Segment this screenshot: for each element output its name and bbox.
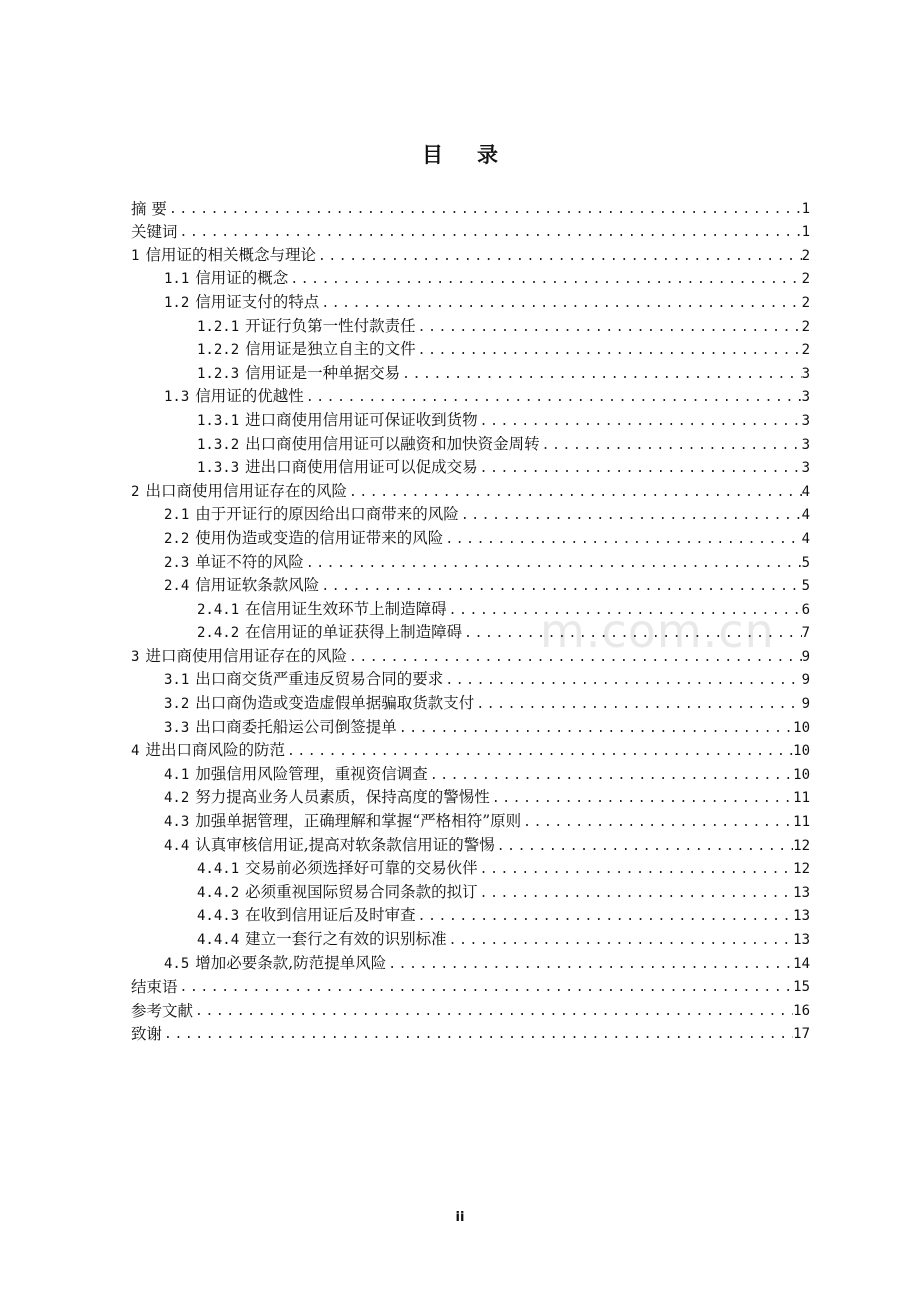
toc-dot-leader — [521, 813, 793, 832]
toc-dot-leader — [288, 270, 801, 289]
page-title — [0, 139, 920, 169]
toc-entry-title: 致谢 — [131, 1025, 163, 1044]
toc-entry-number: 2.2 — [164, 530, 190, 547]
toc-entry-title: 在信用证的单证获得上制造障碍 — [245, 623, 463, 642]
toc-entry-label — [131, 647, 347, 667]
toc-entry-label — [197, 883, 478, 903]
toc-entry-number: 1.2.3 — [197, 365, 240, 382]
toc-entry-number: 2.4.1 — [197, 601, 240, 618]
toc-entry-page: 11 — [793, 790, 810, 807]
toc-entry-number: 4.4.4 — [197, 932, 240, 948]
toc-entry[interactable] — [131, 337, 810, 361]
toc-entry-title: 进出口商风险的防范 — [145, 741, 285, 760]
toc-dot-leader — [459, 506, 802, 525]
toc-entry-number: 1.1 — [164, 271, 190, 288]
toc-entry-label — [197, 364, 400, 384]
toc-entry-page: 10 — [793, 719, 810, 736]
toc-entry-label — [131, 1002, 193, 1021]
toc-entry-label — [131, 200, 167, 219]
toc-entry[interactable] — [131, 1021, 810, 1045]
toc-entry-number: 1.2.1 — [197, 318, 240, 335]
toc-entry-page: 1 — [801, 200, 810, 217]
toc-dot-leader — [319, 577, 801, 596]
toc-entry[interactable] — [131, 832, 810, 856]
toc-entry-number: 1.3.2 — [197, 436, 240, 453]
toc-entry-title: 信用证的相关概念与理论 — [145, 245, 316, 264]
toc-entry[interactable] — [131, 455, 810, 479]
toc-entry-title: 由于开证行的原因给出口商带来的风险 — [195, 505, 459, 524]
toc-entry-page: 2 — [801, 271, 810, 288]
toc-entry-label — [131, 978, 178, 997]
toc-dot-leader — [443, 671, 801, 690]
toc-entry-page: 16 — [793, 1002, 810, 1019]
toc-entry[interactable] — [131, 478, 810, 502]
toc-entry-number: 4 — [131, 743, 140, 760]
toc-entry[interactable] — [131, 950, 810, 974]
toc-entry[interactable] — [131, 856, 810, 880]
toc-entry-label — [164, 836, 495, 856]
toc-entry[interactable] — [131, 502, 810, 526]
toc-entry-page: 3 — [801, 389, 810, 406]
toc-dot-leader — [178, 223, 802, 242]
toc-dot-leader — [193, 1002, 793, 1021]
toc-dot-leader — [285, 742, 793, 761]
toc-entry-number: 3.2 — [164, 696, 190, 713]
table-of-contents — [131, 195, 810, 1044]
toc-entry-title: 出口商使用信用证存在的风险 — [145, 481, 347, 500]
toc-dot-leader — [478, 884, 793, 903]
toc-entry-label — [164, 293, 319, 313]
toc-entry-number: 4.1 — [164, 766, 190, 783]
toc-entry-page: 4 — [801, 530, 810, 547]
toc-entry[interactable] — [131, 431, 810, 455]
toc-entry-title: 出口商使用信用证可以融资和加快资金周转 — [245, 434, 540, 453]
toc-entry-page: 4 — [801, 507, 810, 524]
toc-dot-leader — [490, 789, 793, 808]
toc-dot-leader — [478, 459, 802, 478]
toc-entry-number: 4.4.1 — [197, 861, 240, 878]
toc-entry-page: 2 — [801, 318, 810, 335]
toc-dot-leader — [162, 1025, 793, 1044]
toc-entry-page: 3 — [801, 412, 810, 429]
toc-entry-number: 1.2 — [164, 294, 190, 311]
toc-entry-title: 建立一套行之有效的识别标准 — [245, 930, 447, 948]
toc-entry-title: 结束语 — [131, 978, 178, 997]
toc-entry-title: 使用伪造或变造的信用证带来的风险 — [195, 528, 444, 547]
toc-entry[interactable] — [131, 738, 810, 762]
toc-entry-page: 2 — [801, 247, 810, 264]
toc-entry[interactable] — [131, 690, 810, 714]
toc-entry-label — [164, 812, 521, 832]
toc-entry-number: 2.1 — [164, 507, 190, 524]
toc-entry-page: 10 — [793, 743, 810, 760]
toc-entry-label — [164, 670, 443, 690]
toc-dot-leader — [178, 978, 794, 997]
toc-entry-title: 认真审核信用证,提高对软条款信用证的警惕 — [195, 835, 495, 854]
toc-entry-number: 4.2 — [164, 790, 190, 807]
toc-entry[interactable] — [131, 808, 810, 832]
toc-entry[interactable] — [131, 997, 810, 1021]
toc-entry-number: 1.3.1 — [197, 412, 240, 429]
toc-entry[interactable] — [131, 620, 810, 644]
toc-entry[interactable] — [131, 785, 810, 809]
toc-entry-label — [164, 765, 428, 785]
toc-entry-label — [197, 411, 478, 431]
toc-entry-title: 交易前必须选择好可靠的交易伙伴 — [245, 859, 478, 878]
toc-dot-leader — [447, 931, 793, 950]
toc-entry-title: 加强单据管理，正确理解和掌握“严格相符”原则 — [195, 812, 522, 831]
toc-dot-leader — [478, 412, 802, 431]
toc-entry-title: 出口商委托船运公司倒签提单 — [195, 717, 397, 736]
toc-entry[interactable] — [131, 219, 810, 243]
toc-entry-label — [197, 600, 447, 620]
toc-entry-title: 信用证支付的特点 — [195, 292, 320, 311]
toc-entry-page: 17 — [793, 1026, 810, 1043]
toc-entry-label — [131, 223, 178, 242]
toc-entry-title: 出口商伪造或变造虚假单据骗取货款支付 — [195, 694, 475, 713]
toc-entry-page: 2 — [801, 294, 810, 311]
toc-entry-page: 5 — [801, 578, 810, 595]
toc-entry-page: 7 — [801, 625, 810, 642]
toc-entry-page: 9 — [801, 672, 810, 689]
toc-dot-leader — [304, 554, 802, 573]
toc-entry[interactable] — [131, 596, 810, 620]
toc-entry[interactable] — [131, 974, 810, 998]
toc-entry-title: 单证不符的风险 — [195, 552, 304, 571]
toc-entry[interactable] — [131, 879, 810, 903]
toc-entry[interactable] — [131, 242, 810, 266]
toc-entry-page: 13 — [793, 908, 810, 925]
toc-entry-number: 3 — [131, 648, 140, 665]
toc-entry-page: 9 — [801, 648, 810, 665]
toc-entry-number: 2 — [131, 483, 140, 500]
toc-dot-leader — [416, 318, 802, 337]
toc-dot-leader — [428, 766, 793, 785]
toc-entry-number: 1 — [131, 247, 140, 264]
toc-entry-title: 进出口商使用信用证可以促成交易 — [245, 458, 478, 477]
toc-entry[interactable] — [131, 761, 810, 785]
toc-entry-title: 开证行负第一性付款责任 — [245, 316, 416, 335]
toc-entry-label — [164, 269, 288, 289]
toc-entry-number: 4.4.3 — [197, 908, 240, 925]
toc-entry-page: 13 — [793, 932, 810, 948]
toc-entry[interactable] — [131, 714, 810, 738]
toc-entry-page: 6 — [801, 601, 810, 618]
toc-entry-title: 信用证是一种单据交易 — [245, 363, 401, 382]
toc-dot-leader — [540, 436, 802, 455]
toc-entry-label — [164, 387, 304, 407]
toc-dot-leader — [495, 837, 793, 856]
title-char-2: 录 — [477, 143, 498, 167]
toc-entry-page: 12 — [793, 861, 810, 878]
toc-entry-label — [131, 246, 316, 266]
toc-entry-page: 3 — [801, 365, 810, 382]
toc-entry-number: 3.1 — [164, 672, 190, 689]
toc-dot-leader — [462, 624, 801, 643]
toc-entry[interactable] — [131, 643, 810, 667]
toc-entry-number: 2.3 — [164, 554, 190, 571]
toc-entry-title: 加强信用风险管理，重视资信调查 — [195, 764, 428, 783]
toc-entry[interactable] — [131, 384, 810, 408]
toc-entry-page: 14 — [793, 955, 810, 972]
toc-dot-leader — [304, 388, 802, 407]
toc-entry-title: 必须重视国际贸易合同条款的拟订 — [245, 882, 478, 901]
toc-entry-label — [197, 623, 462, 643]
toc-entry[interactable] — [131, 573, 810, 597]
toc-dot-leader — [397, 719, 793, 738]
toc-dot-leader — [447, 601, 802, 620]
toc-entry-title: 在收到信用证后及时审查 — [245, 906, 416, 925]
toc-entry-page: 2 — [801, 342, 810, 359]
toc-entry-title: 信用证是独立自主的文件 — [245, 340, 416, 359]
toc-entry[interactable] — [131, 313, 810, 337]
toc-entry-label — [164, 788, 490, 808]
toc-entry-page: 5 — [801, 554, 810, 571]
toc-dot-leader — [167, 200, 802, 219]
toc-entry-title: 信用证软条款风险 — [195, 576, 320, 595]
toc-dot-leader — [347, 648, 802, 667]
toc-entry-title: 出口商交货严重违反贸易合同的要求 — [195, 670, 444, 689]
toc-dot-leader — [319, 294, 801, 313]
toc-entry-title: 增加必要条款,防范提单风险 — [195, 953, 387, 972]
toc-entry-title: 进口商使用信用证可保证收到货物 — [245, 410, 478, 429]
toc-entry-number: 2.4 — [164, 578, 190, 595]
toc-entry-label — [197, 458, 478, 478]
toc-entry-label — [131, 482, 347, 502]
toc-entry[interactable] — [131, 195, 810, 219]
toc-entry[interactable] — [131, 407, 810, 431]
toc-entry-page: 13 — [793, 884, 810, 901]
toc-dot-leader — [443, 530, 801, 549]
toc-dot-leader — [416, 907, 793, 926]
toc-entry[interactable] — [131, 926, 810, 950]
toc-entry-label — [164, 694, 474, 714]
toc-dot-leader — [478, 860, 793, 879]
toc-entry-label — [197, 859, 478, 879]
toc-entry-number: 1.2.2 — [197, 342, 240, 359]
toc-entry-title: 进口商使用信用证存在的风险 — [145, 646, 347, 665]
toc-entry-title: 摘 要 — [131, 199, 167, 218]
toc-entry-title: 努力提高业务人员素质，保持高度的警惕性 — [195, 788, 490, 807]
toc-entry-label — [197, 930, 447, 950]
toc-entry-page: 12 — [793, 837, 810, 854]
toc-entry-label — [131, 1025, 162, 1044]
toc-entry-page: 10 — [793, 766, 810, 783]
toc-entry[interactable] — [131, 360, 810, 384]
toc-entry[interactable] — [131, 289, 810, 313]
toc-entry-number: 4.3 — [164, 814, 190, 831]
toc-entry-label — [164, 718, 397, 738]
toc-entry-number: 1.3 — [164, 389, 190, 406]
toc-entry-page: 3 — [801, 436, 810, 453]
toc-entry-title: 在信用证生效环节上制造障碍 — [245, 599, 447, 618]
page-number: ii — [455, 1210, 465, 1225]
toc-dot-leader — [347, 483, 802, 502]
toc-entry-label — [197, 340, 416, 360]
toc-entry-number: 4.5 — [164, 955, 190, 972]
toc-entry-page: 1 — [801, 224, 810, 241]
toc-entry-page: 4 — [801, 483, 810, 500]
toc-dot-leader — [400, 365, 801, 384]
toc-dot-leader — [416, 341, 802, 360]
toc-entry-number: 4.4 — [164, 837, 190, 854]
toc-entry-number: 3.3 — [164, 719, 190, 736]
toc-entry-title: 信用证的概念 — [195, 269, 289, 288]
toc-entry-number: 2.4.2 — [197, 625, 240, 642]
toc-entry-page: 11 — [793, 814, 810, 831]
toc-entry-label — [164, 529, 443, 549]
toc-entry-label — [164, 505, 459, 525]
toc-entry-label — [197, 435, 540, 455]
toc-entry-page: 15 — [793, 979, 810, 996]
toc-entry-label — [197, 906, 416, 926]
toc-entry[interactable] — [131, 266, 810, 290]
toc-entry-label — [131, 741, 285, 761]
toc-entry[interactable] — [131, 667, 810, 691]
toc-entry-title: 参考文献 — [131, 1001, 194, 1020]
toc-dot-leader — [474, 695, 801, 714]
watermark: m.com.cn — [540, 604, 775, 658]
toc-entry-number: 1.3.3 — [197, 460, 240, 477]
toc-entry-label — [197, 317, 416, 337]
toc-entry[interactable] — [131, 525, 810, 549]
toc-dot-leader — [386, 955, 793, 974]
toc-entry-label — [164, 576, 319, 596]
toc-entry-page: 9 — [801, 696, 810, 713]
title-char-1: 目 — [422, 143, 443, 167]
toc-entry[interactable] — [131, 903, 810, 927]
toc-entry-label — [164, 553, 304, 573]
toc-dot-leader — [316, 247, 802, 266]
toc-entry-label — [164, 954, 386, 974]
toc-entry-title: 关键词 — [131, 223, 178, 242]
toc-entry-title: 信用证的优越性 — [195, 387, 304, 406]
toc-entry[interactable] — [131, 549, 810, 573]
toc-entry-page: 3 — [801, 460, 810, 477]
toc-entry-number: 4.4.2 — [197, 884, 240, 901]
